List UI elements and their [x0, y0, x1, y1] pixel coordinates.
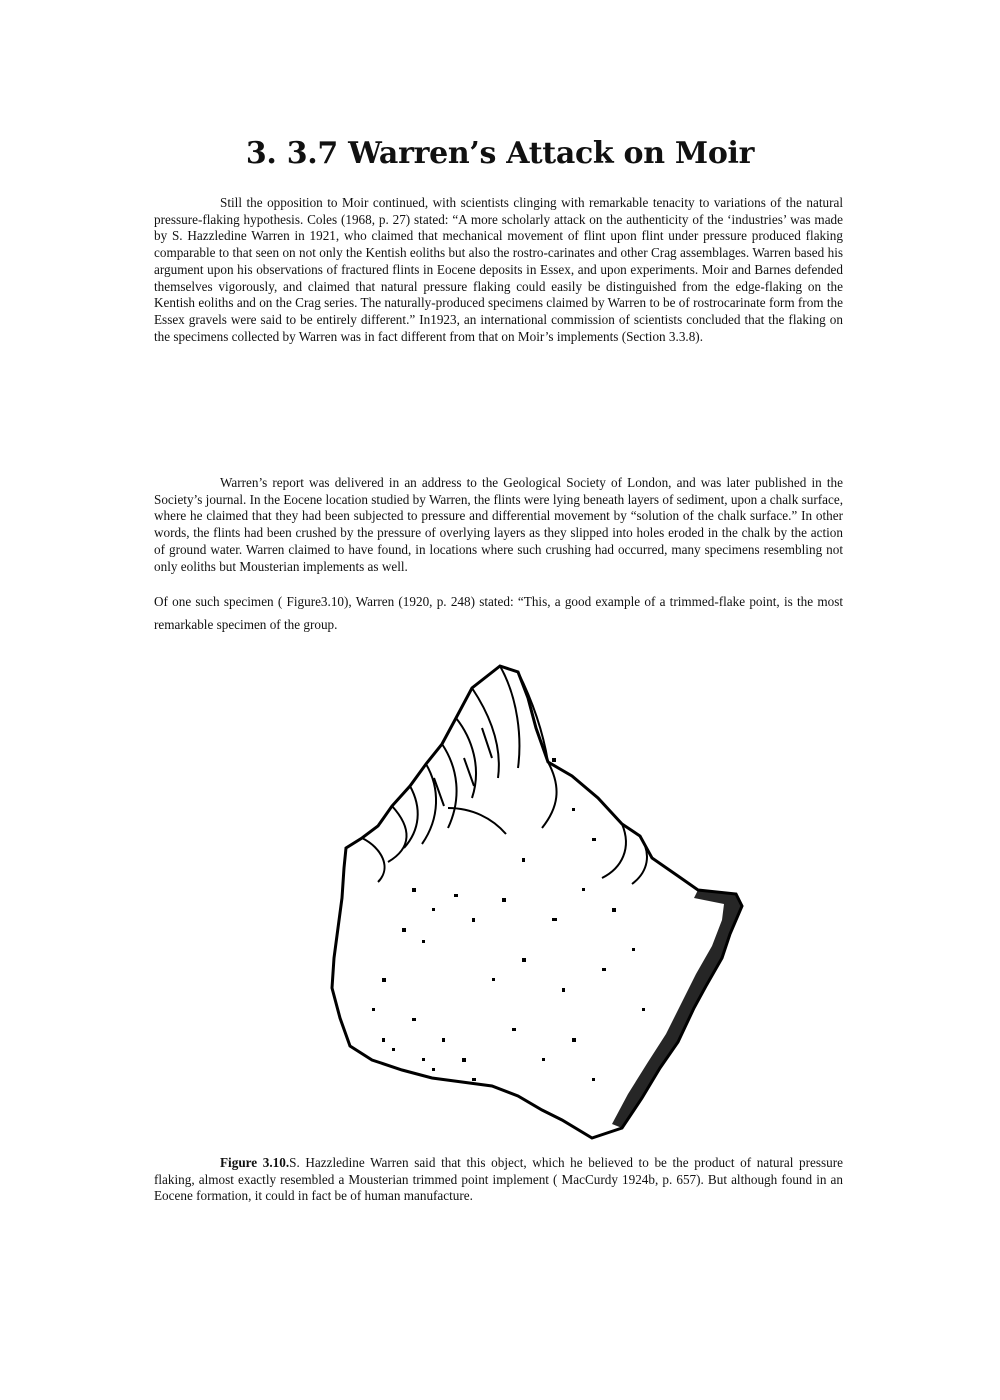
figure-caption-text: S. Hazzledine Warren said that this object, which he believed to be the product of natural pressure flaking, almost exactly resembled a Mousterian trimmed point implement ( MacCurdy 1924b, p. 657). But although found in an Eocene formation, it could in fact be of human manufacture.	[154, 1155, 843, 1204]
flake-scars	[362, 666, 647, 884]
figure-caption	[154, 1155, 843, 1205]
body-paragraph: Warren’s report was delivered in an address to the Geological Society of London, and was later published in the Society’s journal. In the Eocene location studied by Warren, the flints were lying beneath layers of sediment, upon a chalk surface, where he claimed that they had been subjected to pressure and differential movement by “solution of the chalk surface.” In other words, the flints had been crushed by the pressure of overlying layers as they slipped into holes eroded in the chalk by the action of ground water. Warren claimed to have found, in locations where such crushing had occurred, many specimens resembling not only eoliths but Mousterian implements as well.	[154, 475, 843, 574]
flint-specimen-drawing	[322, 658, 754, 1148]
page-title: 3. 3.7 Warren’s Attack on Moir	[245, 136, 755, 171]
figure-label: Figure 3.10.	[220, 1155, 290, 1170]
flint-outline	[332, 666, 742, 1138]
body-paragraph: Still the opposition to Moir continued, with scientists clinging with remarkable tenacity to variations of the natural pressure-flaking hypothesis. Coles (1968, p. 27) stated: “A more scholarly attack on the authenticity of the ‘industries’ was made by S. Hazzledine Warren in 1921, who claimed that mechanical movement of flint upon flint under pressure produced flaking comparable to that seen on not only the Kentish eoliths but also the rostro-carinates and other Crag assemblages. Warren based his argument upon his observations of fractured flints in Eocene deposits in Essex, and upon experiments. Moir and Barnes defended themselves vigorously, and claimed that natural pressure flaking could easily be distinguished from the edge-flaking on the Kentish eoliths and on the Crag series. The naturally-produced specimens claimed by Warren to be of rostrocarinate form from the Essex gravels were said to be entirely different.” In1923, an international commission of scientists concluded that the flaking on the specimens collected by Warren was in fact different from that on Moir’s implements (Section 3.3.8).	[154, 195, 843, 344]
body-paragraph: Of one such specimen ( Figure3.10), Warren (1920, p. 248) stated: “This, a good example of a trimmed-flake point, is the most remarkable specimen of the group.	[154, 594, 843, 632]
flint-edge-shading	[612, 890, 742, 1128]
